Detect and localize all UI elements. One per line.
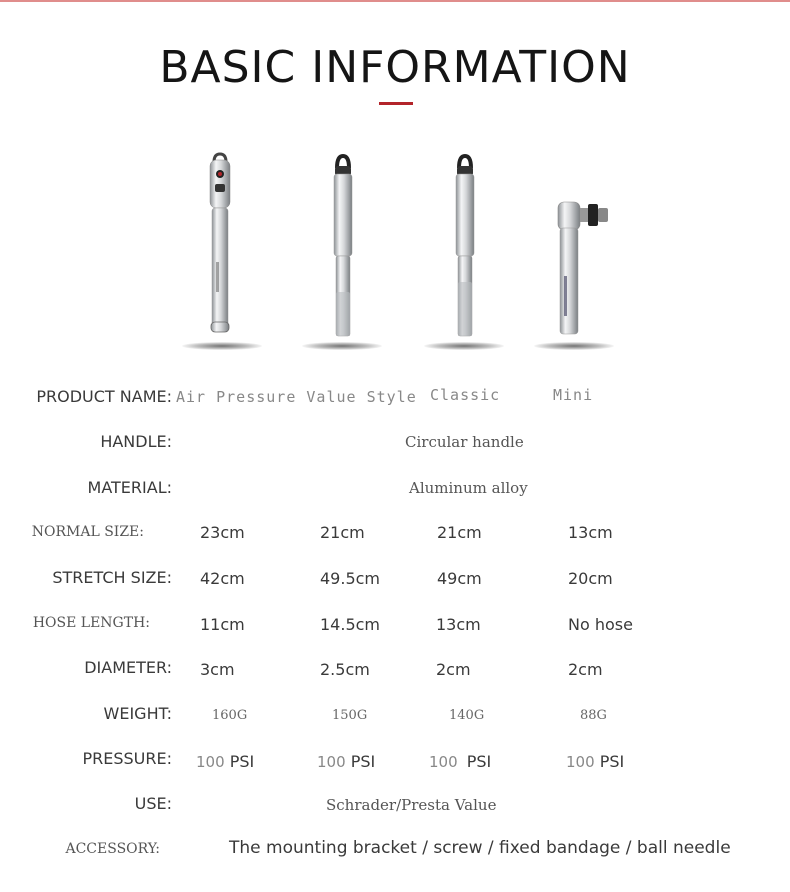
- product-name: Air Pressure Value Style: [176, 388, 417, 406]
- pressure-number: 100: [196, 753, 225, 771]
- top-rule: [0, 0, 790, 2]
- diameter-value: 2.5cm: [320, 660, 370, 679]
- label-hose-length: HOSE LENGTH:: [32, 615, 150, 631]
- classic-pump-icon: [323, 152, 363, 342]
- normal-size-value: 13cm: [568, 523, 613, 542]
- weight-value: 160G: [212, 708, 248, 723]
- diameter-value: 2cm: [436, 660, 471, 679]
- pressure-unit: PSI: [229, 752, 255, 771]
- label-use: USE:: [134, 794, 172, 813]
- label-material: MATERIAL:: [87, 478, 172, 497]
- accessory-value: The mounting bracket / screw / fixed bandage / ball needle: [229, 838, 731, 858]
- use-value: Schrader/Presta Value: [326, 796, 497, 814]
- stretch-size-value: 42cm: [200, 569, 245, 588]
- pressure-number: 100: [566, 753, 595, 771]
- pressure-unit: PSI: [350, 752, 376, 771]
- pressure-value: [566, 752, 624, 771]
- pressure-value: [317, 752, 375, 771]
- classic-pump-icon: [445, 152, 485, 342]
- normal-size-value: 21cm: [320, 523, 365, 542]
- label-diameter: DIAMETER:: [84, 658, 172, 677]
- diameter-value: 3cm: [200, 660, 235, 679]
- stretch-size-value: 20cm: [568, 569, 613, 588]
- pressure-value: [429, 752, 491, 771]
- mini-pump-icon: [552, 196, 616, 342]
- pump-shadow: [182, 342, 262, 350]
- label-product-name: PRODUCT NAME:: [36, 387, 172, 406]
- normal-size-value: 23cm: [200, 523, 245, 542]
- stretch-size-value: 49cm: [437, 569, 482, 588]
- label-accessory: ACCESSORY:: [65, 841, 160, 857]
- stretch-size-value: 49.5cm: [320, 569, 381, 588]
- pump-shadow: [302, 342, 382, 350]
- pump-shadow: [424, 342, 504, 350]
- pressure-number: 100: [429, 753, 458, 771]
- pressure-unit: PSI: [466, 752, 492, 771]
- title-underline: [379, 102, 413, 105]
- hose-length-value: No hose: [568, 615, 633, 634]
- diameter-value: 2cm: [568, 660, 603, 679]
- label-weight: WEIGHT:: [103, 704, 172, 723]
- pressure-number: 100: [317, 753, 346, 771]
- pump-with-gauge-icon: [200, 152, 240, 342]
- weight-value: 88G: [580, 708, 607, 723]
- handle-value: Circular handle: [405, 433, 524, 451]
- material-value: Aluminum alloy: [409, 479, 528, 497]
- product-name: Classic: [430, 386, 501, 404]
- label-stretch-size: STRETCH SIZE:: [52, 568, 172, 587]
- hose-length-value: 13cm: [436, 615, 481, 634]
- label-normal-size: NORMAL SIZE:: [31, 524, 144, 540]
- normal-size-value: 21cm: [437, 523, 482, 542]
- weight-value: 150G: [332, 708, 368, 723]
- pressure-unit: PSI: [599, 752, 625, 771]
- weight-value: 140G: [449, 708, 485, 723]
- pressure-value: [196, 752, 254, 771]
- pump-shadow: [534, 342, 614, 350]
- label-handle: HANDLE:: [100, 432, 172, 451]
- hose-length-value: 14.5cm: [320, 615, 381, 634]
- hose-length-value: 11cm: [200, 615, 245, 634]
- product-name: Mini: [553, 386, 594, 404]
- page-title: BASIC INFORMATION: [159, 42, 631, 93]
- label-pressure: PRESSURE:: [82, 749, 172, 768]
